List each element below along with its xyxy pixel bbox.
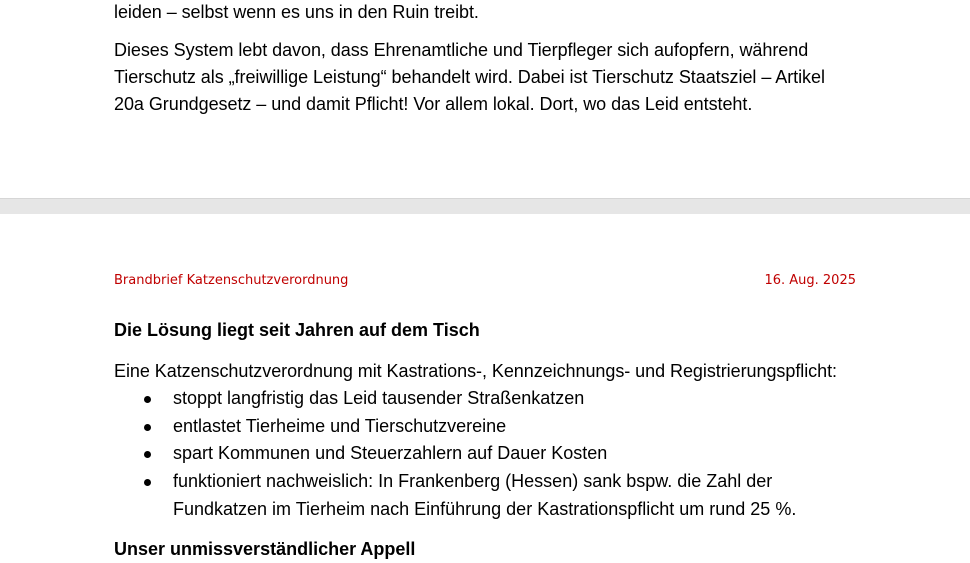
bullet-list [114, 385, 856, 524]
body-paragraph-intro: Eine Katzenschutzverordnung mit Kastrations-, Kennzeichnungs- und Registrierungspflicht: [114, 361, 837, 381]
document-page-current [0, 214, 970, 563]
section-heading-appeal: Unser unmissverständlicher Appell [114, 539, 416, 559]
list-item [114, 413, 856, 441]
body-paragraph-system: Dieses System lebt davon, dass Ehrenamtliche und Tierpfleger sich aufopfern, während Tierschutz als „freiwillige Leistung“ behandelt wird. Dabei ist Tierschutz Staatsziel – Artikel 20a Grundgesetz – und damit Pflicht! Vor allem lokal. Dort, wo das Leid entsteht. [114, 40, 825, 114]
list-item-text: funktioniert nachweislich: In Frankenberg (Hessen) sank bspw. die Zahl der Fundkatzen im Tierheim nach Einführung der Kastrationspflicht um rund 25 %. [173, 471, 797, 519]
list-item-text: stoppt langfristig das Leid tausender Straßenkatzen [173, 388, 585, 408]
bullet-dot-icon [144, 396, 151, 403]
list-item [114, 468, 856, 523]
list-item-text: spart Kommunen und Steuerzahlern auf Dauer Kosten [173, 443, 608, 464]
bullet-dot-icon [144, 424, 151, 431]
page-header-date: 16. Aug. 2025 [764, 273, 856, 288]
section-heading-solution: Die Lösung liegt seit Jahren auf dem Tisch [114, 320, 480, 340]
bullet-dot-icon [144, 451, 151, 458]
bullet-dot-icon [144, 479, 151, 486]
page-header-title: Brandbrief Katzenschutzverordnung [114, 273, 349, 288]
page-separator [0, 199, 970, 214]
list-item [114, 440, 856, 468]
list-item [114, 385, 856, 413]
document-page-previous [0, 0, 970, 199]
body-paragraph-cut: leiden – selbst wenn es uns in den Ruin treibt. [114, 2, 479, 22]
list-item-text: entlastet Tierheime und Tierschutzvereine [173, 415, 507, 436]
